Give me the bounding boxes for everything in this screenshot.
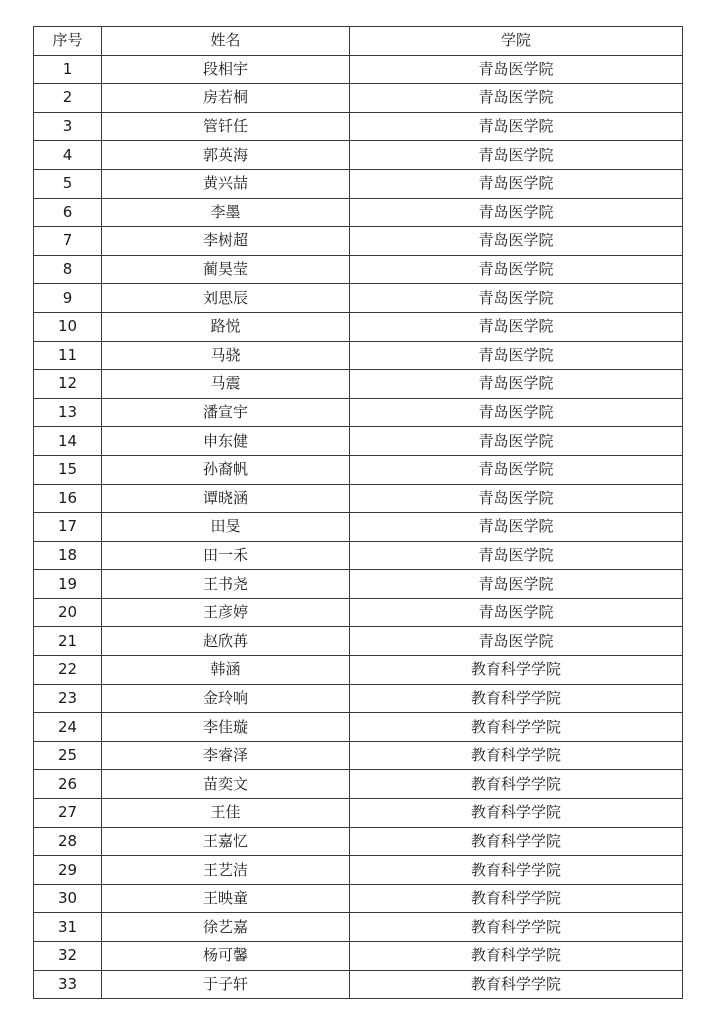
table-row [34,884,683,913]
cell-no: 18 [34,541,102,570]
cell-no: 33 [34,970,102,999]
cell-college: 教育科学学院 [350,684,683,713]
cell-no: 8 [34,255,102,284]
cell-no: 23 [34,684,102,713]
cell-college: 青岛医学院 [350,541,683,570]
cell-name: 段相宇 [102,55,350,84]
cell-no: 6 [34,198,102,227]
cell-no: 21 [34,627,102,656]
cell-no: 26 [34,770,102,799]
cell-college: 教育科学学院 [350,770,683,799]
cell-college: 青岛医学院 [350,484,683,513]
cell-no: 28 [34,827,102,856]
cell-name: 王彦婷 [102,598,350,627]
cell-college: 教育科学学院 [350,799,683,828]
cell-name: 李佳璇 [102,713,350,742]
cell-college: 教育科学学院 [350,942,683,971]
cell-name: 李睿泽 [102,741,350,770]
table-row [34,112,683,141]
cell-name: 王嘉忆 [102,827,350,856]
roster-body [34,55,683,999]
table-row [34,284,683,313]
cell-college: 青岛医学院 [350,341,683,370]
table-row [34,84,683,113]
roster-sheet [33,26,682,999]
table-row [34,942,683,971]
table-row [34,770,683,799]
table-row [34,827,683,856]
cell-name: 杨可馨 [102,942,350,971]
cell-college: 青岛医学院 [350,598,683,627]
header-row [34,27,683,56]
cell-name: 申东健 [102,427,350,456]
cell-no: 2 [34,84,102,113]
cell-name: 王佳 [102,799,350,828]
cell-no: 14 [34,427,102,456]
cell-name: 李墨 [102,198,350,227]
cell-name: 王书尧 [102,570,350,599]
cell-college: 青岛医学院 [350,513,683,542]
table-row [34,484,683,513]
table-row [34,684,683,713]
table-row [34,656,683,685]
cell-no: 29 [34,856,102,885]
cell-no: 7 [34,227,102,256]
table-row [34,169,683,198]
cell-name: 苗奕文 [102,770,350,799]
cell-college: 青岛医学院 [350,169,683,198]
cell-college: 青岛医学院 [350,455,683,484]
cell-no: 15 [34,455,102,484]
cell-no: 31 [34,913,102,942]
cell-college: 青岛医学院 [350,198,683,227]
cell-no: 12 [34,370,102,399]
cell-no: 11 [34,341,102,370]
table-row [34,255,683,284]
table-row [34,856,683,885]
cell-no: 24 [34,713,102,742]
cell-college: 教育科学学院 [350,913,683,942]
roster-table [33,26,683,999]
cell-name: 管钎任 [102,112,350,141]
cell-name: 徐艺嘉 [102,913,350,942]
cell-college: 青岛医学院 [350,141,683,170]
cell-name: 金玲响 [102,684,350,713]
cell-college: 青岛医学院 [350,55,683,84]
cell-name: 王艺洁 [102,856,350,885]
cell-no: 1 [34,55,102,84]
cell-no: 16 [34,484,102,513]
cell-college: 青岛医学院 [350,427,683,456]
table-row [34,198,683,227]
cell-no: 17 [34,513,102,542]
table-row [34,799,683,828]
cell-college: 教育科学学院 [350,656,683,685]
table-row [34,227,683,256]
cell-no: 4 [34,141,102,170]
table-row [34,913,683,942]
cell-name: 谭晓涵 [102,484,350,513]
header-no: 序号 [34,27,102,56]
cell-name: 黄兴喆 [102,169,350,198]
cell-name: 路悦 [102,312,350,341]
table-row [34,141,683,170]
cell-college: 青岛医学院 [350,84,683,113]
cell-college: 教育科学学院 [350,713,683,742]
cell-college: 教育科学学院 [350,827,683,856]
cell-name: 马骁 [102,341,350,370]
cell-no: 22 [34,656,102,685]
table-row [34,713,683,742]
cell-name: 王映童 [102,884,350,913]
cell-name: 马震 [102,370,350,399]
cell-name: 潘宣宇 [102,398,350,427]
cell-no: 19 [34,570,102,599]
cell-college: 教育科学学院 [350,884,683,913]
table-row [34,541,683,570]
cell-college: 教育科学学院 [350,856,683,885]
table-row [34,570,683,599]
cell-no: 20 [34,598,102,627]
table-row [34,312,683,341]
cell-name: 韩涵 [102,656,350,685]
cell-college: 青岛医学院 [350,398,683,427]
cell-name: 郭英海 [102,141,350,170]
table-row [34,370,683,399]
cell-no: 25 [34,741,102,770]
cell-college: 青岛医学院 [350,312,683,341]
cell-college: 青岛医学院 [350,284,683,313]
cell-college: 青岛医学院 [350,227,683,256]
table-row [34,55,683,84]
cell-college: 教育科学学院 [350,741,683,770]
header-college: 学院 [350,27,683,56]
cell-no: 5 [34,169,102,198]
cell-college: 教育科学学院 [350,970,683,999]
cell-college: 青岛医学院 [350,255,683,284]
header-name: 姓名 [102,27,350,56]
cell-no: 27 [34,799,102,828]
table-row [34,513,683,542]
cell-name: 孙裔帆 [102,455,350,484]
table-row [34,398,683,427]
cell-name: 赵欣苒 [102,627,350,656]
cell-college: 青岛医学院 [350,570,683,599]
cell-no: 10 [34,312,102,341]
cell-no: 30 [34,884,102,913]
table-row [34,627,683,656]
cell-college: 青岛医学院 [350,112,683,141]
cell-no: 32 [34,942,102,971]
cell-college: 青岛医学院 [350,370,683,399]
cell-no: 13 [34,398,102,427]
table-row [34,455,683,484]
cell-name: 蔺昊莹 [102,255,350,284]
cell-no: 9 [34,284,102,313]
cell-name: 田一禾 [102,541,350,570]
table-row [34,341,683,370]
table-row [34,427,683,456]
table-row [34,598,683,627]
cell-name: 于子轩 [102,970,350,999]
table-row [34,970,683,999]
cell-name: 刘思辰 [102,284,350,313]
cell-name: 房若桐 [102,84,350,113]
table-row [34,741,683,770]
cell-name: 李树超 [102,227,350,256]
cell-college: 青岛医学院 [350,627,683,656]
cell-no: 3 [34,112,102,141]
cell-name: 田旻 [102,513,350,542]
